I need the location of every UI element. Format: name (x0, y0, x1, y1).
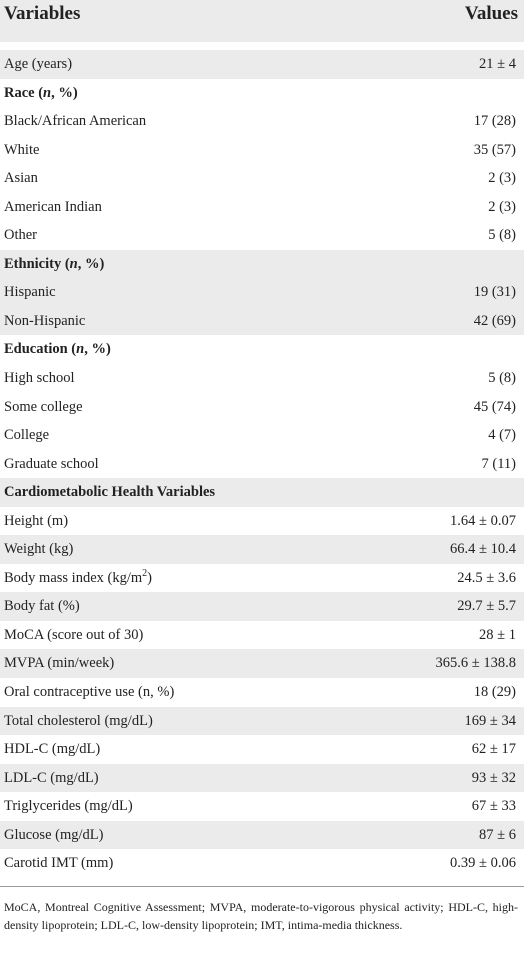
table-row (0, 792, 524, 821)
row-value: 87 ± 6 (479, 826, 516, 843)
row-label: Carotid IMT (mm) (4, 855, 114, 872)
row-label: LDL-C (mg/dL) (4, 769, 99, 786)
table-row (0, 564, 524, 593)
table-row (0, 735, 524, 764)
row-value: 45 (74) (473, 398, 516, 415)
row-label: Oral contraceptive use (n, %) (4, 684, 175, 701)
table-row (0, 193, 524, 222)
row-label-part: Ethnicity ( (4, 255, 70, 272)
row-label: American Indian (4, 198, 102, 215)
row-label: HDL-C (mg/dL) (4, 741, 101, 758)
table-section-header (0, 478, 524, 507)
table-row (0, 535, 524, 564)
row-label-part: , %) (84, 341, 111, 358)
row-label: High school (4, 370, 75, 387)
row-value: 66.4 ± 10.4 (450, 541, 516, 558)
table-row (0, 164, 524, 193)
row-value: 2 (3) (488, 198, 516, 215)
table-row (0, 278, 524, 307)
row-value: 19 (31) (473, 284, 516, 301)
table-row (0, 849, 524, 878)
row-label (4, 79, 78, 108)
row-label: Cardiometabolic Health Variables (4, 484, 216, 501)
table-row (0, 764, 524, 793)
column-header-values: Values (464, 3, 518, 24)
row-value: 169 ± 34 (464, 712, 516, 729)
row-label-superscript: 2 (142, 568, 148, 580)
row-value: 62 ± 17 (471, 741, 516, 758)
row-label: Hispanic (4, 284, 56, 301)
row-value: 17 (28) (473, 113, 516, 130)
row-value: 35 (57) (473, 141, 516, 158)
row-label: Black/African American (4, 113, 147, 130)
row-label: Some college (4, 398, 83, 415)
row-label (4, 335, 111, 364)
row-label: Total cholesterol (mg/dL) (4, 712, 153, 729)
row-label (4, 564, 152, 593)
row-label: Body fat (%) (4, 598, 80, 615)
table-bottom-rule (0, 886, 524, 887)
row-value: 93 ± 32 (471, 769, 516, 786)
table-row (0, 107, 524, 136)
row-value: 28 ± 1 (479, 626, 516, 643)
table-row (0, 592, 524, 621)
row-label: MVPA (min/week) (4, 655, 115, 672)
row-label-part: Education ( (4, 341, 77, 358)
table-row (0, 678, 524, 707)
row-value: 7 (11) (481, 455, 516, 472)
table-row (0, 421, 524, 450)
table-row (0, 136, 524, 165)
row-label-italic: n (76, 341, 85, 358)
table-row (0, 50, 524, 79)
row-value: 2 (3) (488, 170, 516, 187)
row-value: 4 (7) (488, 427, 516, 444)
row-label-part: Race ( (4, 84, 44, 101)
table-row (0, 364, 524, 393)
column-header-variables: Variables (4, 3, 81, 24)
table-section-header (0, 335, 524, 364)
row-value: 29.7 ± 5.7 (457, 598, 516, 615)
table-section-header (0, 250, 524, 279)
row-label-part: ) (147, 569, 152, 586)
row-label: College (4, 427, 50, 444)
table-row (0, 649, 524, 678)
table-footnote: MoCA, Montreal Cognitive Assessment; MVPA, moderate-to-vigorous physical activity; HDL-C, high-density lipoprotein; LDL-C, low-density lipoprotein; IMT, intima-media thickness. (4, 900, 518, 932)
row-label-italic: n (69, 255, 78, 272)
row-value: 5 (8) (488, 370, 516, 387)
row-label: Graduate school (4, 455, 99, 472)
row-value: 5 (8) (488, 227, 516, 244)
table-header (0, 0, 524, 42)
row-label: MoCA (score out of 30) (4, 626, 144, 643)
row-label (4, 250, 104, 279)
table-row (0, 307, 524, 336)
row-value: 21 ± 4 (479, 56, 516, 72)
row-label: White (4, 141, 40, 158)
row-label: Weight (kg) (4, 541, 74, 558)
row-label: Glucose (mg/dL) (4, 826, 104, 843)
row-value: 18 (29) (473, 684, 516, 701)
row-label: Triglycerides (mg/dL) (4, 798, 133, 815)
row-label-part: , %) (77, 255, 105, 272)
table-row (0, 621, 524, 650)
row-value: 67 ± 33 (471, 798, 516, 815)
table-section-header (0, 79, 524, 108)
row-label: Other (4, 227, 38, 244)
row-label: Age (years) (4, 56, 73, 72)
row-label: Asian (4, 170, 38, 187)
table-row (0, 221, 524, 250)
table-row (0, 450, 524, 479)
row-label-part: , %) (51, 84, 78, 101)
table-row (0, 707, 524, 736)
table-row (0, 393, 524, 422)
row-label: Height (m) (4, 512, 69, 529)
table-body (0, 50, 524, 878)
row-value: 24.5 ± 3.6 (457, 569, 516, 586)
row-value: 42 (69) (473, 312, 516, 329)
row-value: 365.6 ± 138.8 (435, 655, 516, 672)
table-row (0, 507, 524, 536)
row-label: Non-Hispanic (4, 312, 86, 329)
table-row (0, 821, 524, 850)
row-label-part: Body mass index (kg/m (4, 569, 143, 586)
row-label-italic: n (43, 84, 52, 101)
row-value: 0.39 ± 0.06 (450, 855, 516, 872)
row-value: 1.64 ± 0.07 (450, 512, 516, 529)
